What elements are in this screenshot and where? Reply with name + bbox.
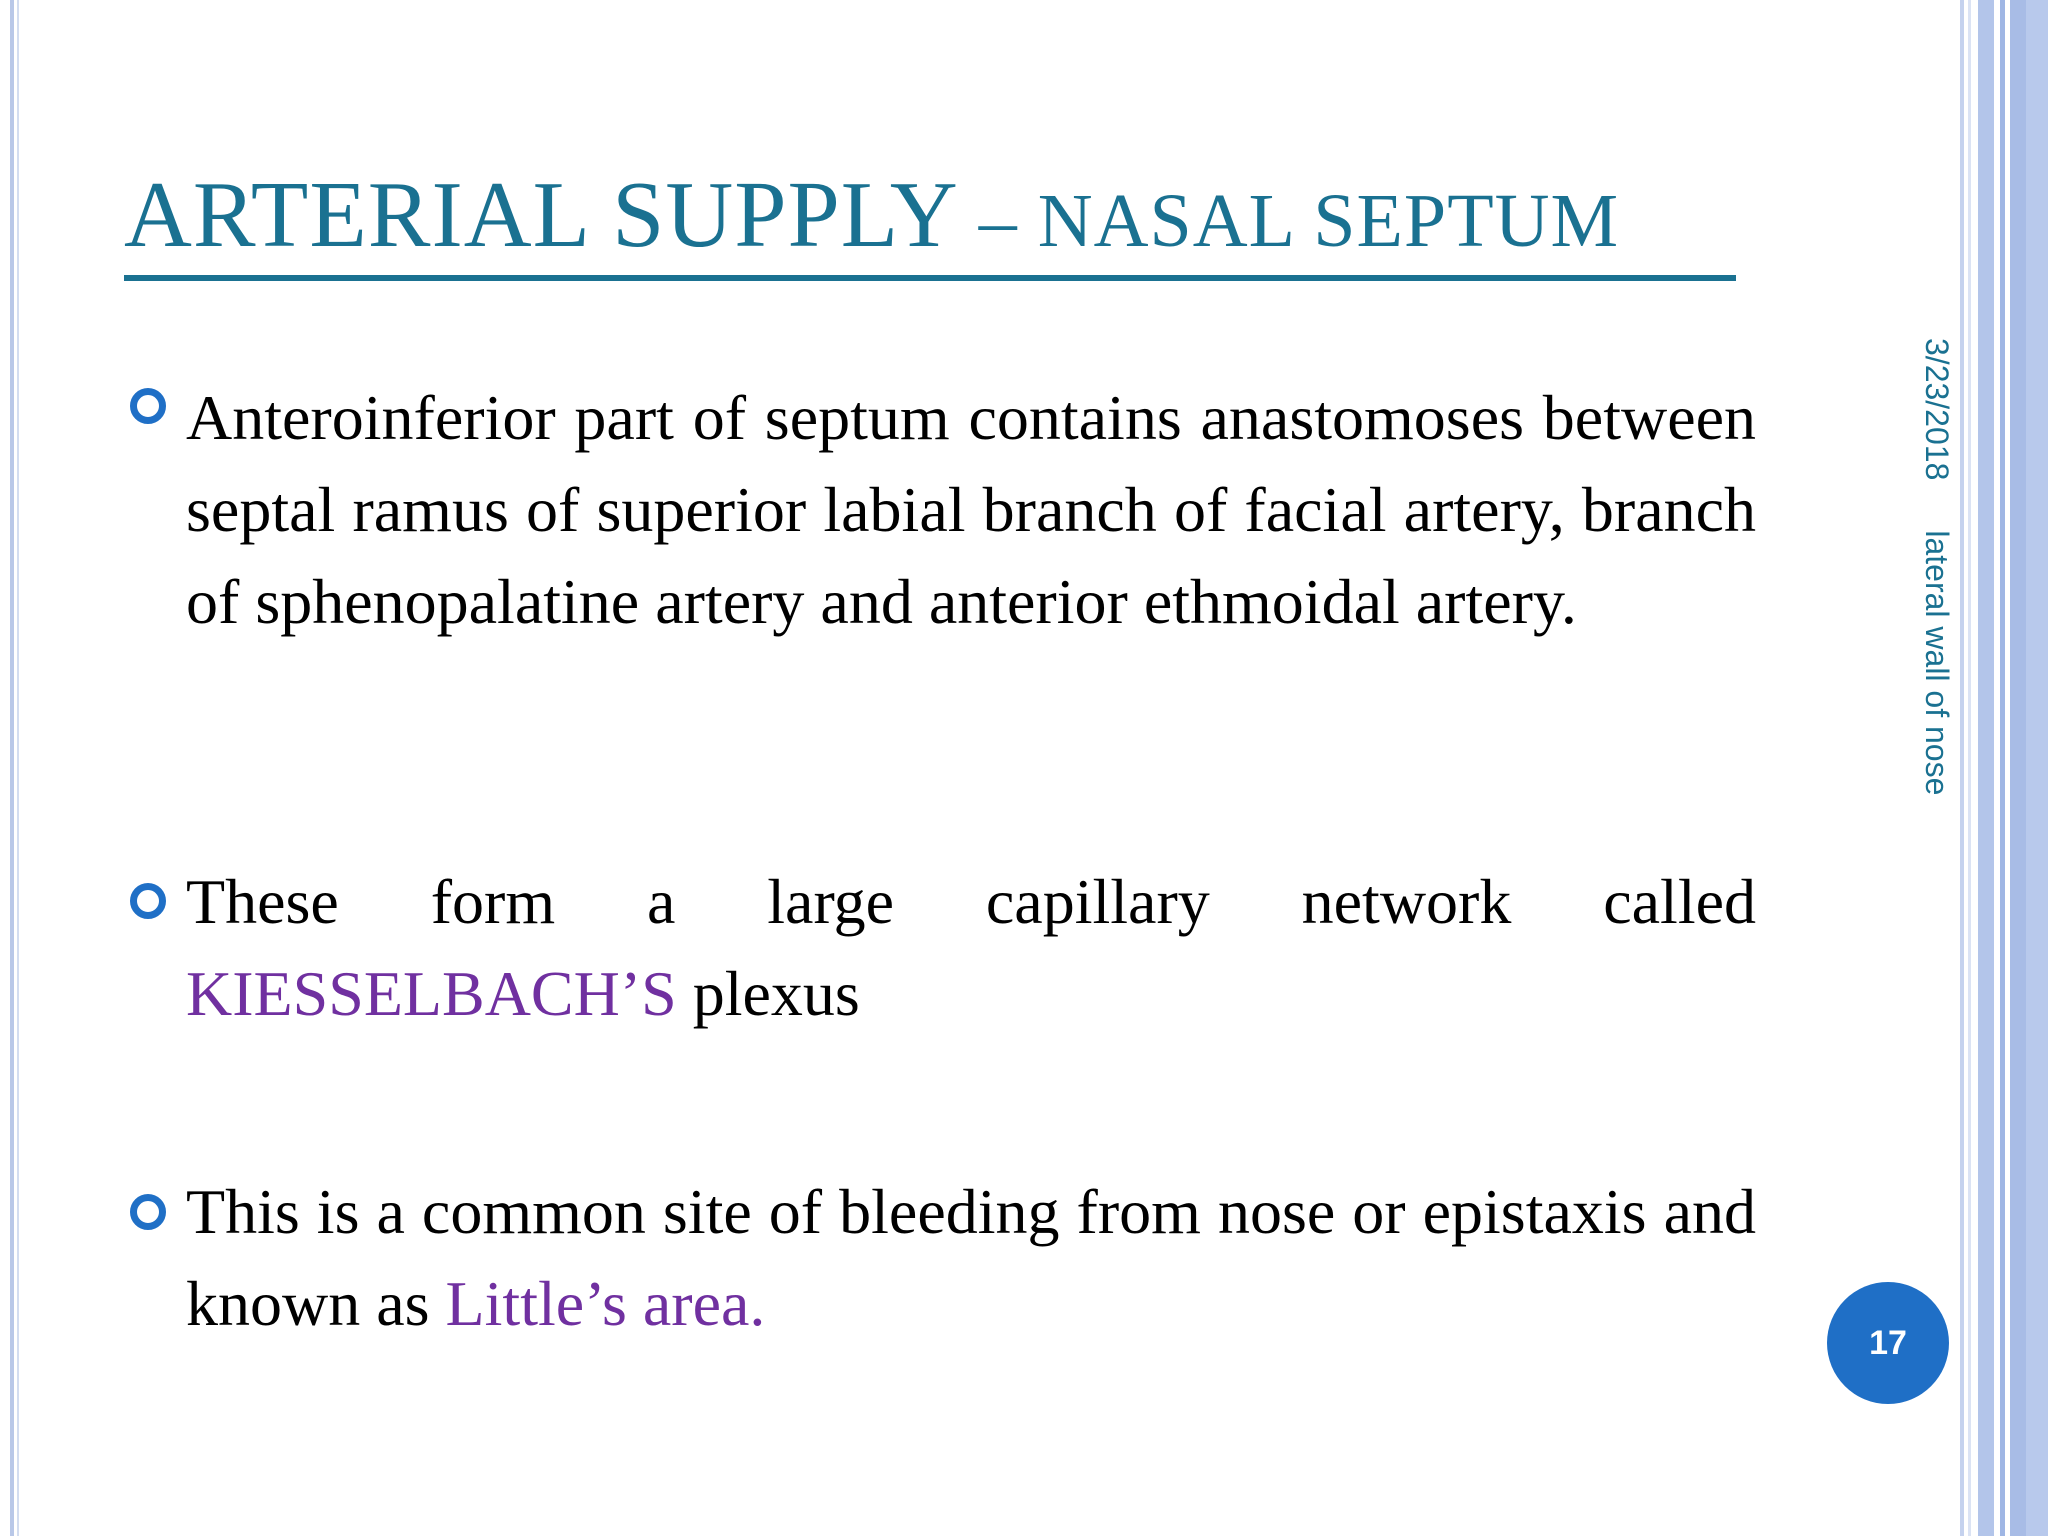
hollow-circle-bullet-icon bbox=[130, 883, 166, 919]
slide-title-main: ARTERIAL SUPPLY bbox=[124, 163, 959, 267]
bullet-text bbox=[186, 372, 1756, 648]
bullet-text-part: These form a large capillary network called bbox=[186, 866, 1756, 937]
bullet-text-part: Anteroinferior part of septum contains anastomoses between septal ramus of superior labial branch of facial artery, branch of sphenopalatine artery and anterior ethmoidal artery. bbox=[186, 382, 1756, 637]
bullet-text-part: This is a common site of bleeding from nose or epistaxis and known as bbox=[186, 1176, 1756, 1339]
left-border-line-inner bbox=[17, 0, 19, 1536]
right-border-stripe bbox=[2026, 0, 2048, 1536]
slide-footer-subject: lateral wall of nose bbox=[1919, 530, 1955, 796]
page-number-badge bbox=[1827, 1282, 1949, 1404]
side-footer-text bbox=[1919, 338, 1955, 796]
right-border-stripe bbox=[1978, 0, 1994, 1536]
kiesselbach-highlight: KIESSELBACH’S bbox=[186, 958, 677, 1029]
bullet-text bbox=[186, 1166, 1756, 1350]
slide-title-separator: – bbox=[958, 179, 1038, 263]
page-number: 17 bbox=[1869, 1323, 1907, 1362]
bullet-text-part: plexus bbox=[676, 958, 860, 1029]
left-border-line bbox=[10, 0, 14, 1536]
slide-title-subtitle: NASAL SEPTUM bbox=[1037, 179, 1620, 263]
right-border-stripe bbox=[2000, 0, 2005, 1536]
littles-area-highlight: Little’s area. bbox=[445, 1268, 766, 1339]
right-border-stripe bbox=[1968, 0, 1971, 1536]
bullet-text bbox=[186, 856, 1756, 1040]
title-underline bbox=[124, 275, 1736, 281]
right-border-stripe bbox=[1960, 0, 1964, 1536]
hollow-circle-bullet-icon bbox=[130, 1194, 166, 1230]
slide-title bbox=[124, 163, 1620, 267]
hollow-circle-bullet-icon bbox=[130, 388, 166, 424]
slide-date: 3/23/2018 bbox=[1919, 338, 1955, 481]
